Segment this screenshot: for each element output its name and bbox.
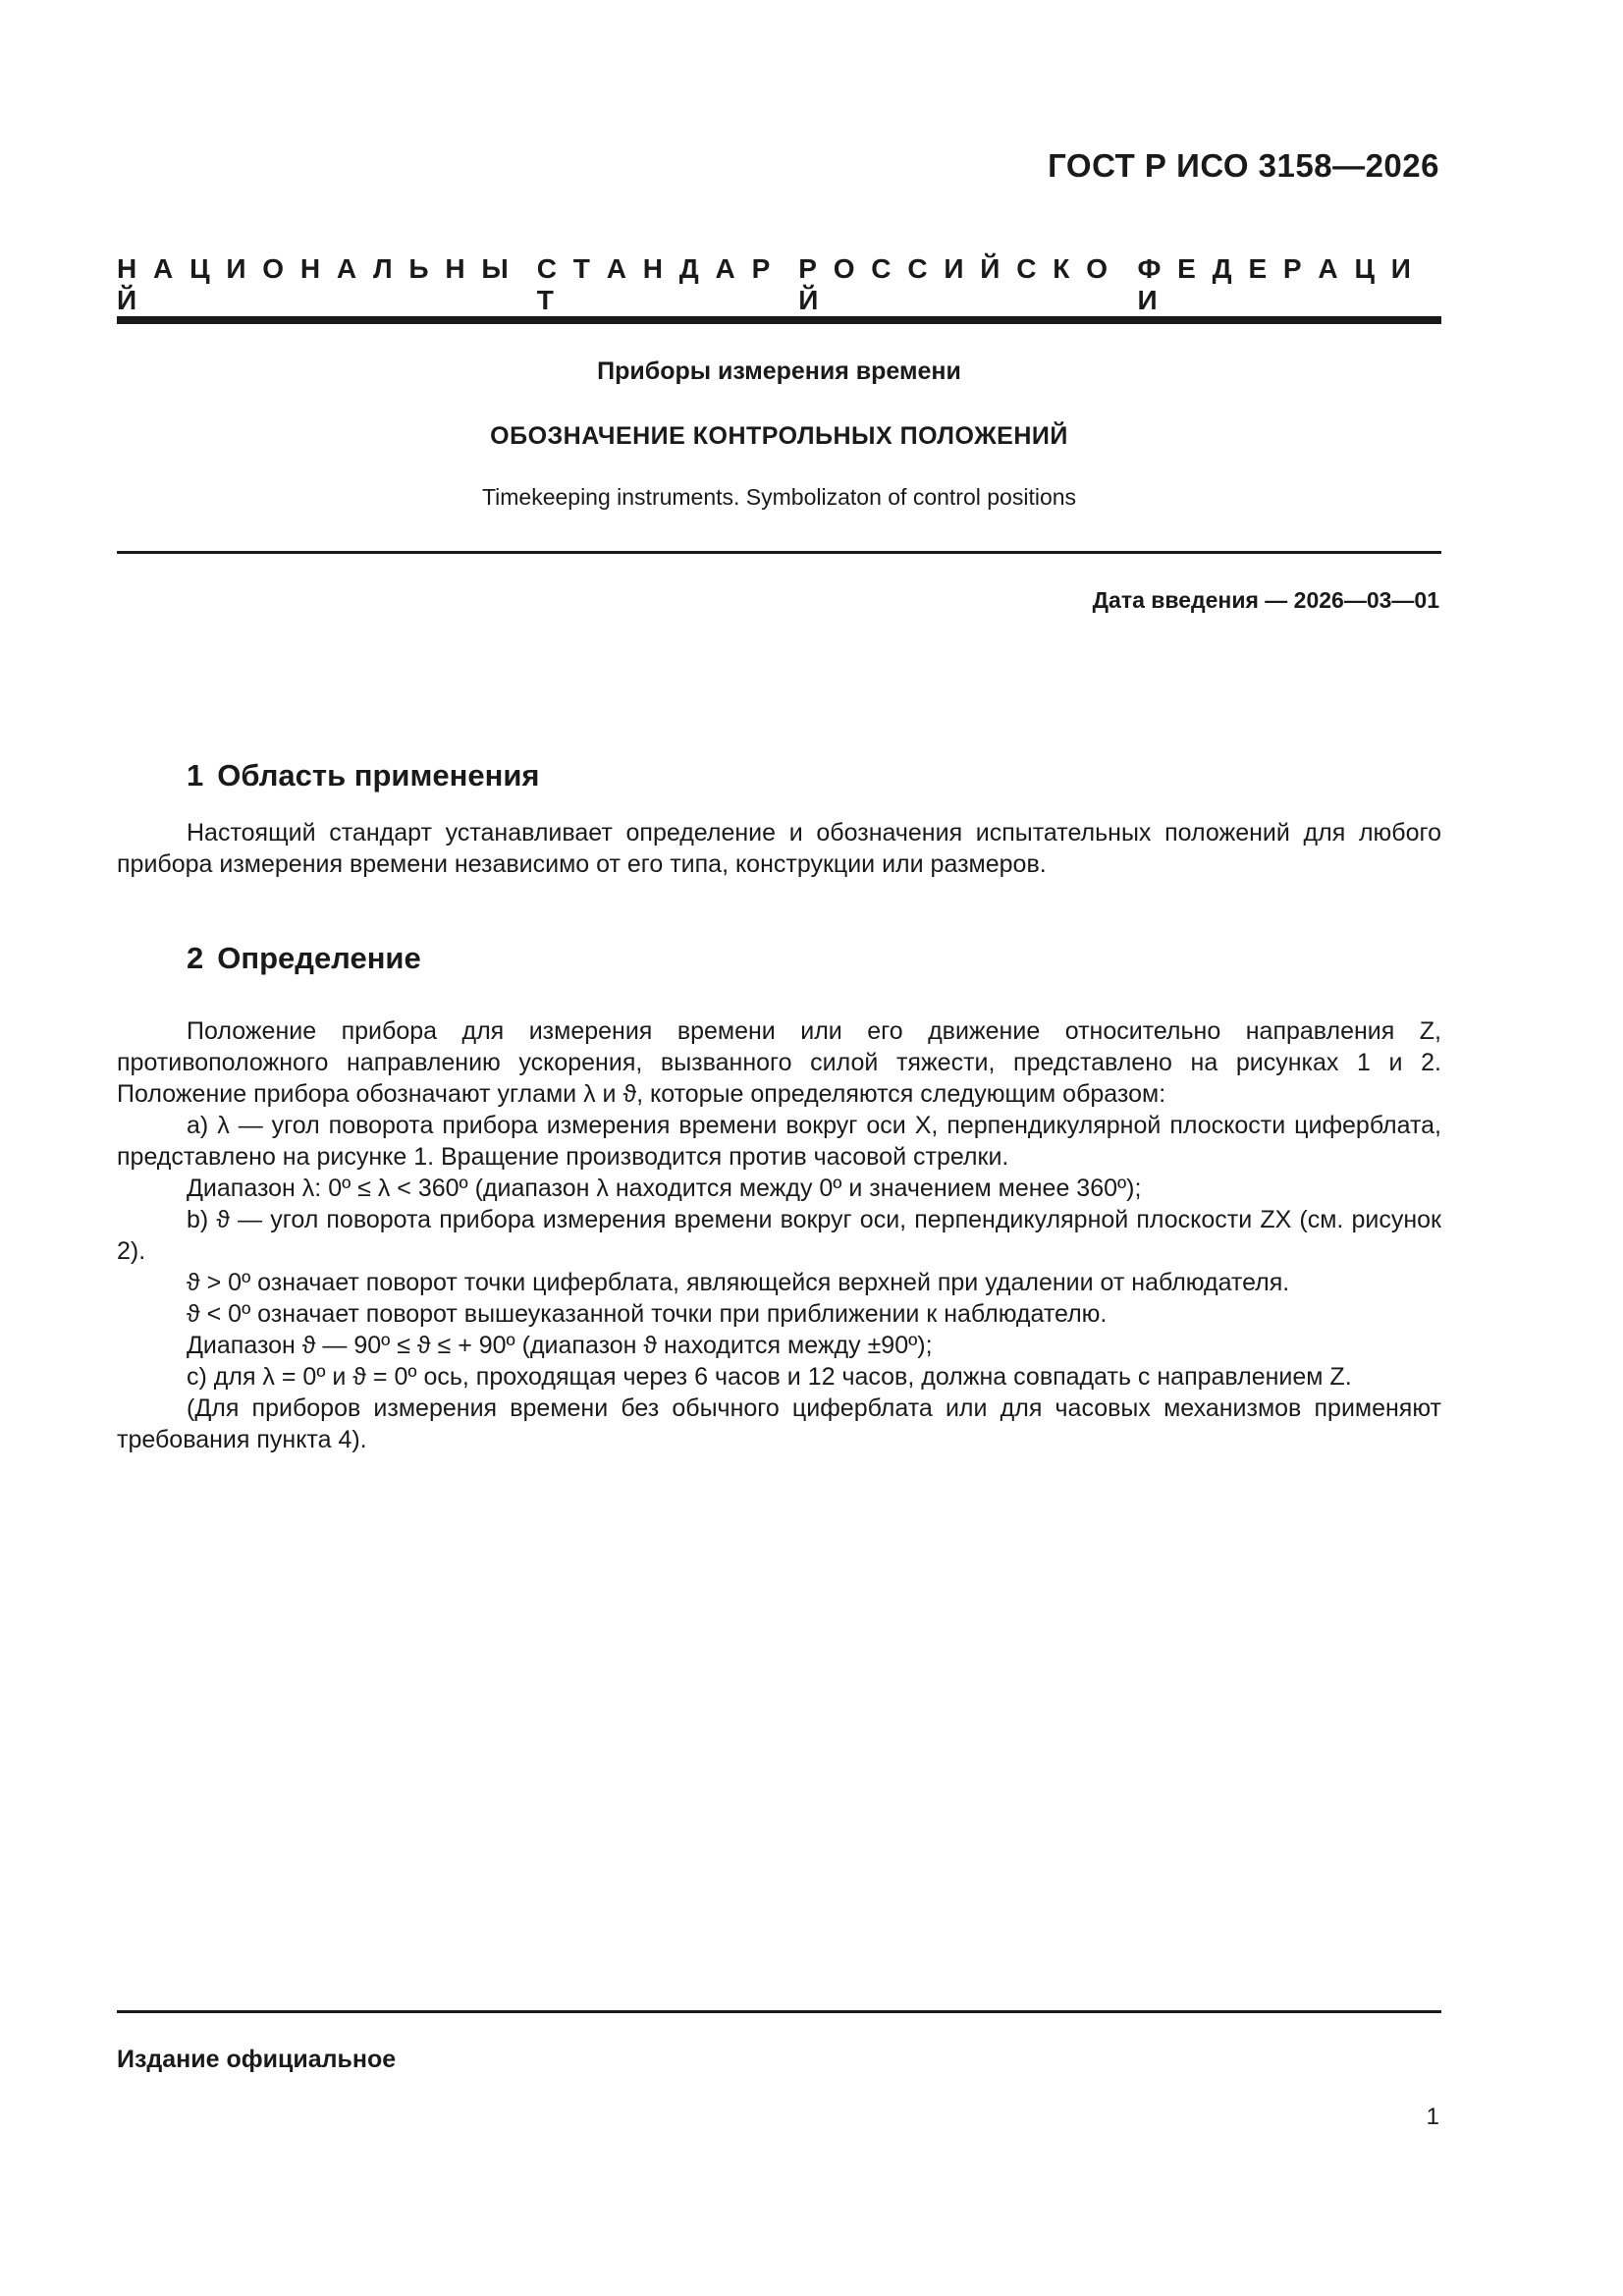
page-number: 1 [1426,2104,1439,2130]
section-1-body [117,817,1441,880]
national-standard-header [117,253,1441,316]
section-number: 2 [187,941,204,975]
section-2-heading [187,941,421,976]
national-standard-word: Н А Ц И О Н А Л Ь Н Ы Й [117,253,525,315]
national-standard-word: Р О С С И Й С К О Й [798,253,1124,315]
document-number: ГОСТ Р ИСО 3158—2026 [1048,147,1439,184]
header-divider [117,316,1441,324]
standard-title: ОБОЗНАЧЕНИЕ КОНТРОЛЬНЫХ ПОЛОЖЕНИЙ [490,422,1068,450]
section-title: Область применения [217,758,540,793]
paragraph: (Для приборов измерения времени без обычного циферблата или для часовых механизмов применяют требования пункта 4). [117,1394,1441,1453]
footer-divider [117,2010,1441,2013]
title-divider [117,551,1441,554]
national-standard-word: С Т А Н Д А Р Т [536,253,787,315]
introduction-date: Дата введения — 2026—03—01 [1092,587,1439,613]
paragraph: c) для λ = 0º и ϑ = 0º ось, проходящая через 6 часов и 12 часов, должна совпадать с направлением Z. [187,1363,1352,1391]
standard-subject: Приборы измерения времени [597,357,961,385]
section-title: Определение [217,941,421,975]
national-standard-word: Ф Е Д Е Р А Ц И И [1137,253,1428,315]
section-1-heading [187,758,540,793]
section-number: 1 [187,758,204,793]
paragraph: ϑ > 0º означает поворот точки циферблата, являющейся верхней при удалении от наблюдателя. [187,1269,1290,1296]
section-2-body [117,1015,1441,1455]
paragraph: Диапазон λ: 0º ≤ λ < 360º (диапазон λ находится между 0º и значением менее 360º); [187,1175,1142,1202]
paragraph: Настоящий стандарт устанавливает определение и обозначения испытательных положений для любого прибора измерения времени независимо от его типа, конструкции или размеров. [117,819,1441,878]
paragraph: а) λ — угол поворота прибора измерения времени вокруг оси X, перпендикулярной плоскости циферблата, представлено на рисунке 1. Вращение производится против часовой стрелки. [117,1112,1441,1171]
paragraph: b) ϑ — угол поворота прибора измерения времени вокруг оси, перпендикулярной плоскости ZX (см. рисунок 2). [117,1206,1441,1265]
paragraph: Положение прибора для измерения времени или его движение относительно направления Z, противоположного направлению ускорения, вызванного силой тяжести, представлено на рисунках 1 и 2. Положение прибора обозначают углами λ и ϑ, которые определяются следующим образом: [117,1017,1441,1108]
standard-title-english: Timekeeping instruments. Symbolizaton of control positions [481,484,1077,510]
paragraph: ϑ < 0º означает поворот вышеуказанной точки при приближении к наблюдателю. [187,1300,1108,1328]
official-edition-label: Издание официальное [117,2046,397,2073]
paragraph: Диапазон ϑ — 90º ≤ ϑ ≤ + 90º (диапазон ϑ находится между ±90º); [187,1332,933,1359]
